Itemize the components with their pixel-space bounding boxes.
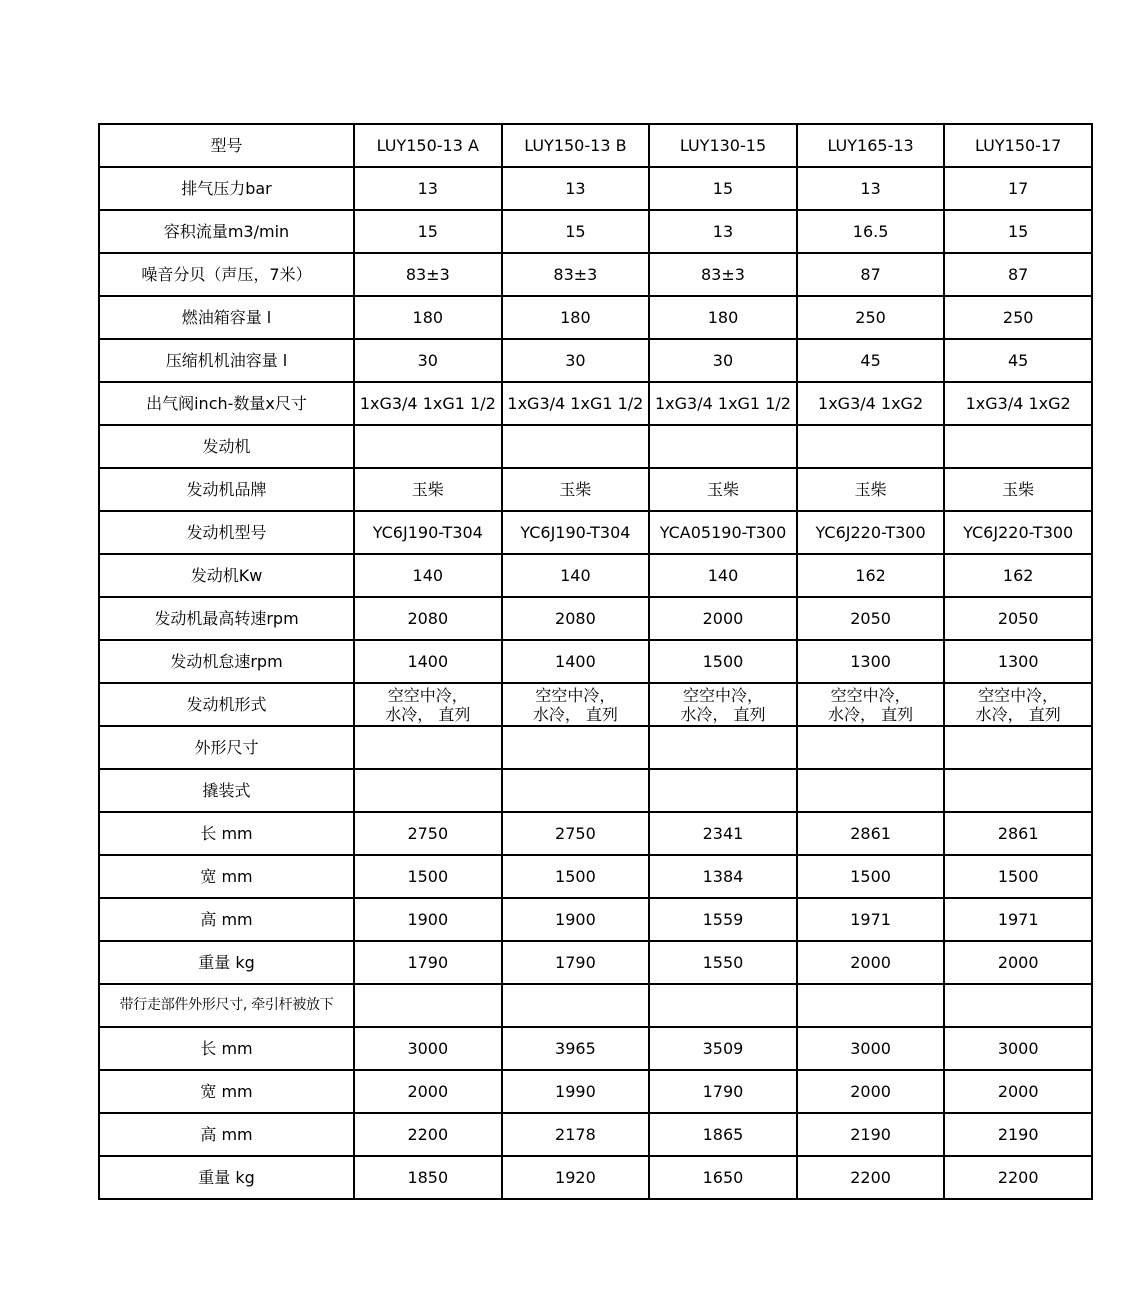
table-cell: YC6J220-T300 bbox=[944, 511, 1092, 554]
row-label: 带行走部件外形尺寸, 牵引杆被放下 bbox=[99, 984, 354, 1027]
table-row bbox=[99, 1070, 1092, 1113]
table-cell: 2000 bbox=[944, 1070, 1092, 1113]
table-cell: YC6J190-T304 bbox=[502, 511, 650, 554]
table-cell: 3509 bbox=[649, 1027, 797, 1070]
table-cell: 1900 bbox=[502, 898, 650, 941]
row-label: 高 mm bbox=[99, 1113, 354, 1156]
cell-line: 水冷， 直列 bbox=[385, 704, 471, 724]
table-cell bbox=[354, 769, 502, 812]
table-cell: 250 bbox=[944, 296, 1092, 339]
table-cell: 2861 bbox=[944, 812, 1092, 855]
table-row bbox=[99, 683, 1092, 726]
table-cell: 1500 bbox=[502, 855, 650, 898]
cell-line: 空空中冷， bbox=[978, 685, 1059, 705]
table-cell: 玉柴 bbox=[502, 468, 650, 511]
table-cell: 13 bbox=[354, 167, 502, 210]
table-cell: 1790 bbox=[502, 941, 650, 984]
row-label: 燃油箱容量 l bbox=[99, 296, 354, 339]
table-cell: 1920 bbox=[502, 1156, 650, 1199]
table-cell: 1500 bbox=[944, 855, 1092, 898]
table-cell bbox=[797, 984, 945, 1027]
table-cell bbox=[797, 769, 945, 812]
table-cell bbox=[944, 769, 1092, 812]
cell-line: 水冷， 直列 bbox=[680, 704, 766, 724]
table-cell: 162 bbox=[944, 554, 1092, 597]
table-cell: 玉柴 bbox=[944, 468, 1092, 511]
table-cell: 87 bbox=[797, 253, 945, 296]
row-label: 发动机怠速rpm bbox=[99, 640, 354, 683]
table-row bbox=[99, 167, 1092, 210]
table-cell: 1500 bbox=[649, 640, 797, 683]
table-cell: 2000 bbox=[944, 941, 1092, 984]
table-cell: 45 bbox=[797, 339, 945, 382]
table-row bbox=[99, 468, 1092, 511]
row-label: 排气压力bar bbox=[99, 167, 354, 210]
row-label: 容积流量m3/min bbox=[99, 210, 354, 253]
table-row bbox=[99, 812, 1092, 855]
row-label: 高 mm bbox=[99, 898, 354, 941]
table-cell: 2050 bbox=[797, 597, 945, 640]
table-cell: 2080 bbox=[502, 597, 650, 640]
table-cell: 2080 bbox=[354, 597, 502, 640]
table-cell: 15 bbox=[354, 210, 502, 253]
cell-line: 水冷， 直列 bbox=[532, 704, 618, 724]
table-cell: 1500 bbox=[797, 855, 945, 898]
table-cell: YCA05190-T300 bbox=[649, 511, 797, 554]
table-cell: 2341 bbox=[649, 812, 797, 855]
table-row bbox=[99, 597, 1092, 640]
table-row bbox=[99, 855, 1092, 898]
table-cell bbox=[354, 984, 502, 1027]
table-cell: 140 bbox=[502, 554, 650, 597]
table-cell: 2750 bbox=[502, 812, 650, 855]
row-label: 宽 mm bbox=[99, 855, 354, 898]
table-cell: 83±3 bbox=[354, 253, 502, 296]
table-cell: 2861 bbox=[797, 812, 945, 855]
table-row bbox=[99, 382, 1092, 425]
row-label: 长 mm bbox=[99, 812, 354, 855]
table-cell: 162 bbox=[797, 554, 945, 597]
table-cell: 13 bbox=[502, 167, 650, 210]
table-cell: 1550 bbox=[649, 941, 797, 984]
row-label: 发动机形式 bbox=[99, 683, 354, 726]
table-cell: 1xG3/4 1xG1 1/2 bbox=[354, 382, 502, 425]
table-row bbox=[99, 296, 1092, 339]
table-cell bbox=[944, 726, 1092, 769]
table-cell: 30 bbox=[354, 339, 502, 382]
table-cell: 180 bbox=[354, 296, 502, 339]
cell-line: 水冷， 直列 bbox=[975, 704, 1061, 724]
table-cell bbox=[649, 425, 797, 468]
table-cell: 2050 bbox=[944, 597, 1092, 640]
table-cell: 13 bbox=[649, 210, 797, 253]
table-row bbox=[99, 1113, 1092, 1156]
row-label: 发动机 bbox=[99, 425, 354, 468]
table-cell: 180 bbox=[502, 296, 650, 339]
cell-line: 空空中冷， bbox=[387, 685, 468, 705]
table-cell: 1400 bbox=[502, 640, 650, 683]
model-name: LUY165-13 bbox=[797, 124, 945, 167]
cell-line: 空空中冷， bbox=[535, 685, 616, 705]
table-cell: 3000 bbox=[354, 1027, 502, 1070]
table-cell bbox=[797, 726, 945, 769]
row-label: 压缩机机油容量 l bbox=[99, 339, 354, 382]
table-cell: 30 bbox=[502, 339, 650, 382]
table-cell: 玉柴 bbox=[797, 468, 945, 511]
row-label: 发动机型号 bbox=[99, 511, 354, 554]
table-cell: 1790 bbox=[649, 1070, 797, 1113]
table-cell: 1400 bbox=[354, 640, 502, 683]
table-cell: 140 bbox=[649, 554, 797, 597]
table-cell: 1650 bbox=[649, 1156, 797, 1199]
table-cell bbox=[649, 726, 797, 769]
table-cell: 87 bbox=[944, 253, 1092, 296]
table-row bbox=[99, 898, 1092, 941]
table-cell: 15 bbox=[649, 167, 797, 210]
table-cell bbox=[502, 683, 650, 726]
cell-line: 水冷， 直列 bbox=[828, 704, 914, 724]
row-label: 发动机Kw bbox=[99, 554, 354, 597]
table-cell: 2000 bbox=[649, 597, 797, 640]
table-cell: 1990 bbox=[502, 1070, 650, 1113]
table-cell bbox=[649, 683, 797, 726]
table-cell: 13 bbox=[797, 167, 945, 210]
table-cell: 3000 bbox=[797, 1027, 945, 1070]
table-cell: 2190 bbox=[797, 1113, 945, 1156]
table-cell: 1xG3/4 1xG1 1/2 bbox=[502, 382, 650, 425]
table-cell: 1900 bbox=[354, 898, 502, 941]
table-cell: 15 bbox=[944, 210, 1092, 253]
table-cell: 180 bbox=[649, 296, 797, 339]
table-cell: 2750 bbox=[354, 812, 502, 855]
table-cell: 2200 bbox=[944, 1156, 1092, 1199]
table-cell: 2000 bbox=[354, 1070, 502, 1113]
table-cell: 83±3 bbox=[502, 253, 650, 296]
table-row bbox=[99, 253, 1092, 296]
model-name: LUY150-13 A bbox=[354, 124, 502, 167]
table-cell: YC6J190-T304 bbox=[354, 511, 502, 554]
table-cell bbox=[502, 984, 650, 1027]
table-cell: 玉柴 bbox=[649, 468, 797, 511]
table-row bbox=[99, 554, 1092, 597]
table-row bbox=[99, 640, 1092, 683]
table-cell: 250 bbox=[797, 296, 945, 339]
table-cell: 1384 bbox=[649, 855, 797, 898]
row-label: 出气阀inch-数量x尺寸 bbox=[99, 382, 354, 425]
table-cell: 2000 bbox=[797, 1070, 945, 1113]
spec-table-body bbox=[99, 124, 1092, 1199]
table-cell: 30 bbox=[649, 339, 797, 382]
table-cell: 2200 bbox=[354, 1113, 502, 1156]
table-cell bbox=[649, 984, 797, 1027]
table-cell: 16.5 bbox=[797, 210, 945, 253]
table-cell: 1500 bbox=[354, 855, 502, 898]
table-cell: 15 bbox=[502, 210, 650, 253]
table-cell: 1865 bbox=[649, 1113, 797, 1156]
table-cell: 17 bbox=[944, 167, 1092, 210]
row-label: 发动机最高转速rpm bbox=[99, 597, 354, 640]
table-cell: 140 bbox=[354, 554, 502, 597]
table-row bbox=[99, 769, 1092, 812]
row-label: 外形尺寸 bbox=[99, 726, 354, 769]
table-row bbox=[99, 339, 1092, 382]
model-name: LUY130-15 bbox=[649, 124, 797, 167]
table-cell: 3965 bbox=[502, 1027, 650, 1070]
model-name: LUY150-17 bbox=[944, 124, 1092, 167]
table-cell bbox=[649, 769, 797, 812]
table-cell: 1xG3/4 1xG1 1/2 bbox=[649, 382, 797, 425]
row-label: 撬装式 bbox=[99, 769, 354, 812]
table-cell bbox=[502, 425, 650, 468]
table-row bbox=[99, 726, 1092, 769]
table-cell bbox=[354, 726, 502, 769]
table-row bbox=[99, 984, 1092, 1027]
model-name: LUY150-13 B bbox=[502, 124, 650, 167]
table-cell bbox=[502, 769, 650, 812]
row-label: 宽 mm bbox=[99, 1070, 354, 1113]
table-cell bbox=[797, 425, 945, 468]
table-cell: 玉柴 bbox=[354, 468, 502, 511]
table-cell: 3000 bbox=[944, 1027, 1092, 1070]
table-cell: YC6J220-T300 bbox=[797, 511, 945, 554]
cell-line: 空空中冷， bbox=[830, 685, 911, 705]
table-cell bbox=[944, 984, 1092, 1027]
table-row bbox=[99, 210, 1092, 253]
table-cell bbox=[797, 683, 945, 726]
table-cell bbox=[944, 425, 1092, 468]
table-cell: 2190 bbox=[944, 1113, 1092, 1156]
table-cell bbox=[354, 425, 502, 468]
table-cell: 1xG3/4 1xG2 bbox=[797, 382, 945, 425]
table-cell bbox=[944, 683, 1092, 726]
table-row bbox=[99, 425, 1092, 468]
table-cell: 1971 bbox=[797, 898, 945, 941]
table-cell bbox=[502, 726, 650, 769]
row-label: 重量 kg bbox=[99, 941, 354, 984]
table-cell bbox=[354, 683, 502, 726]
row-label: 长 mm bbox=[99, 1027, 354, 1070]
spec-table bbox=[98, 123, 1093, 1200]
table-cell: 45 bbox=[944, 339, 1092, 382]
table-row bbox=[99, 941, 1092, 984]
table-cell: 1300 bbox=[797, 640, 945, 683]
table-cell: 1971 bbox=[944, 898, 1092, 941]
table-cell: 1790 bbox=[354, 941, 502, 984]
table-cell: 2178 bbox=[502, 1113, 650, 1156]
table-row bbox=[99, 511, 1092, 554]
table-cell: 1300 bbox=[944, 640, 1092, 683]
table-cell: 83±3 bbox=[649, 253, 797, 296]
header-label: 型号 bbox=[99, 124, 354, 167]
table-cell: 1xG3/4 1xG2 bbox=[944, 382, 1092, 425]
table-cell: 1559 bbox=[649, 898, 797, 941]
header-row bbox=[99, 124, 1092, 167]
table-row bbox=[99, 1027, 1092, 1070]
cell-line: 空空中冷， bbox=[682, 685, 763, 705]
table-row bbox=[99, 1156, 1092, 1199]
table-cell: 2200 bbox=[797, 1156, 945, 1199]
row-label: 噪音分贝（声压，7米） bbox=[99, 253, 354, 296]
table-cell: 1850 bbox=[354, 1156, 502, 1199]
table-cell: 2000 bbox=[797, 941, 945, 984]
row-label: 发动机品牌 bbox=[99, 468, 354, 511]
row-label: 重量 kg bbox=[99, 1156, 354, 1199]
